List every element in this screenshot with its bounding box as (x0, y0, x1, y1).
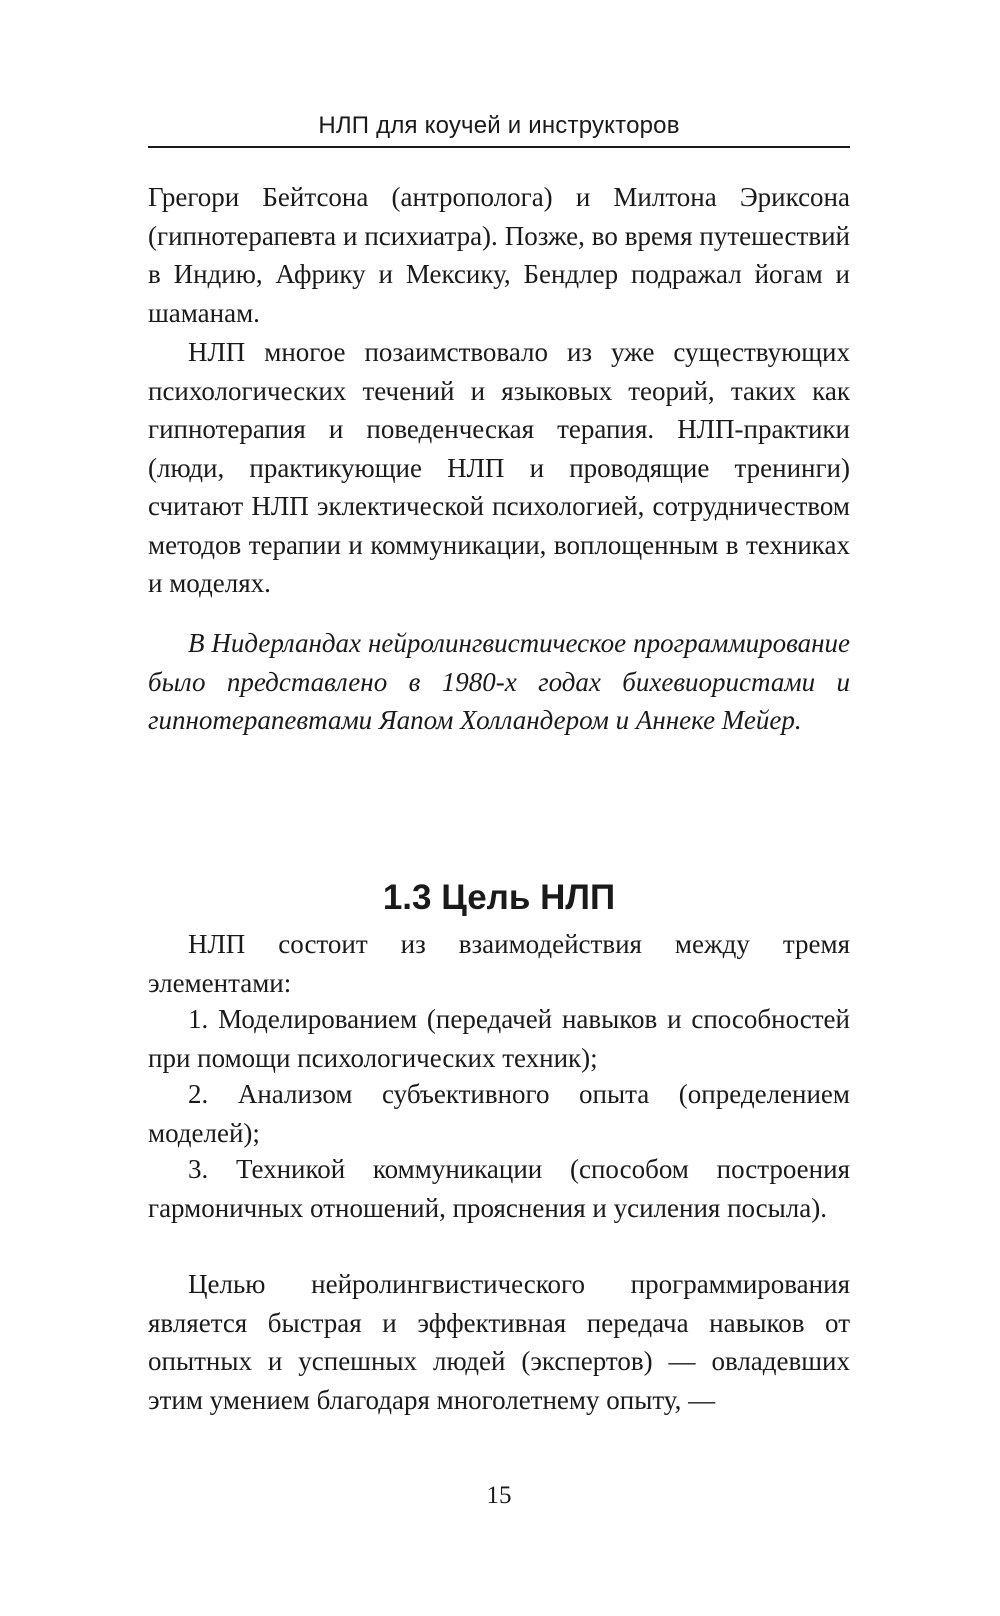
list-item-analysis: 2. Анализом субъективного опыта (определением моделей); (148, 1079, 850, 1148)
section-heading: 1.3 Цель НЛП (382, 878, 616, 917)
list-item-communication: 3. Техникой коммуникации (способом построения гармоничных отношений, прояснения и усиления посыла). (148, 1154, 850, 1223)
list-item-modeling: 1. Моделированием (передачей навыков и способностей при помощи психологических техник); (148, 1004, 850, 1073)
running-head-title: НЛП для коучей и инструкторов (318, 112, 680, 139)
paragraph-section-intro: НЛП состоит из взаимодействия между тремя элементами: (148, 929, 850, 998)
paragraph-goal: Целью нейролингвистического программирования является быстрая и эффективная передача навыков от опытных и успешных людей (экспертов) — овладевших этим умением благодаря многолетнему опыту, — (148, 1269, 850, 1415)
paragraph-continuation: Грегори Бейтсона (антрополога) и Милтона Эриксона (гипнотерапевта и психиатра). Позже, во время путешествий в Индию, Африку и Мексику, Бендлер подражал йогам и шаманам. (148, 182, 850, 328)
paragraph-nlp-borrowings: НЛП многое позаимствовало из уже существующих психологических течений и языковых теорий, таких как гипнотерапия и поведенческая терапия. НЛП-практики (люди, практикующие НЛП и проводящие тренинги) считают НЛП эклектической психологией, сотрудничеством методов терапии и коммуникации, воплощенным в техниках и моделях. (148, 337, 850, 598)
header-rule (148, 146, 850, 148)
page-number: 15 (486, 1482, 512, 1509)
paragraph-netherlands-note: В Нидерландах нейролингвистическое программирование было представлено в 1980-х годах бихевиористами и гипнотерапевтами Яапом Холландером и Аннеке Мейер. (148, 628, 850, 735)
